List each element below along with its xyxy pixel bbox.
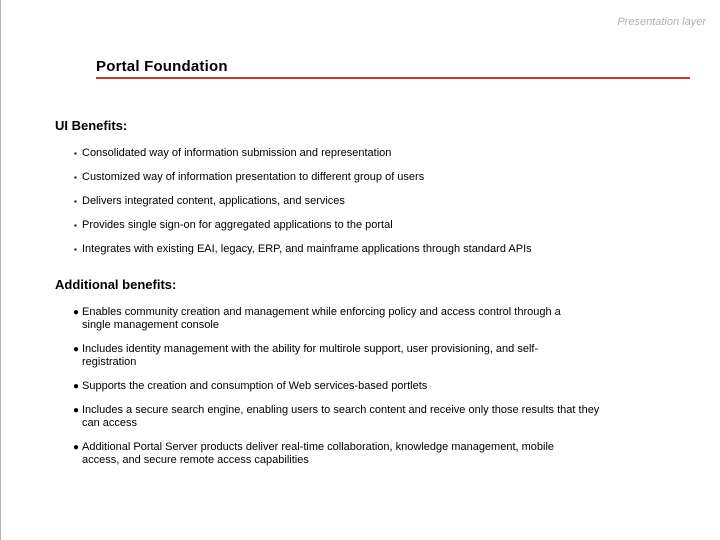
title-underline-rule xyxy=(96,77,690,79)
list-item-text: Includes identity management with the ability for multirole support, user provisioning, and self-registration xyxy=(82,343,539,368)
slide-frame-edge xyxy=(0,0,1,540)
list-item-text: Delivers integrated content, applications, and services xyxy=(82,195,345,207)
square-bullet-icon: ▪ xyxy=(74,173,77,182)
list-item xyxy=(55,306,582,332)
list-item-text: Provides single sign-on for aggregated applications to the portal xyxy=(82,219,393,231)
additional-benefits-list xyxy=(55,306,675,467)
ui-benefits-heading: UI Benefits: xyxy=(55,118,128,133)
square-bullet-icon: ▪ xyxy=(74,197,77,206)
square-bullet-icon: ▪ xyxy=(74,245,77,254)
section-header-label: Presentation layer xyxy=(617,16,706,28)
list-item xyxy=(55,195,502,208)
additional-benefits-section xyxy=(55,277,675,478)
square-bullet-icon: ▪ xyxy=(74,149,77,158)
list-item xyxy=(55,380,542,393)
square-bullet-icon: ▪ xyxy=(74,221,77,230)
slide-title: Portal Foundation xyxy=(96,58,228,75)
ui-benefits-list xyxy=(55,147,675,256)
list-item-text: Supports the creation and consumption of Web services-based portlets xyxy=(82,380,428,392)
additional-benefits-heading: Additional benefits: xyxy=(55,277,177,292)
list-item-text: Integrates with existing EAI, legacy, ERP, and mainframe applications through standard APIs xyxy=(82,243,532,255)
round-bullet-icon: ● xyxy=(73,344,80,355)
list-item-text: Additional Portal Server products deliver real-time collaboration, knowledge management, mobile access, and secure remote access capabilities xyxy=(82,441,555,466)
list-item-text: Consolidated way of information submission and representation xyxy=(82,147,392,159)
list-item-text: Customized way of information presentation to different group of users xyxy=(82,171,425,183)
list-item xyxy=(55,404,602,430)
ui-benefits-section xyxy=(55,118,675,267)
list-item-text: Enables community creation and management while enforcing policy and access control through a single management console xyxy=(82,306,561,331)
list-item xyxy=(55,171,542,184)
list-item xyxy=(55,343,542,369)
list-item xyxy=(55,219,502,232)
round-bullet-icon: ● xyxy=(73,307,80,318)
round-bullet-icon: ● xyxy=(73,381,80,392)
list-item xyxy=(55,147,502,160)
list-item xyxy=(55,441,572,467)
list-item xyxy=(55,243,562,256)
list-item-text: Includes a secure search engine, enabling users to search content and receive only those results that they can access xyxy=(82,404,600,429)
round-bullet-icon: ● xyxy=(73,405,80,416)
round-bullet-icon: ● xyxy=(73,442,80,453)
